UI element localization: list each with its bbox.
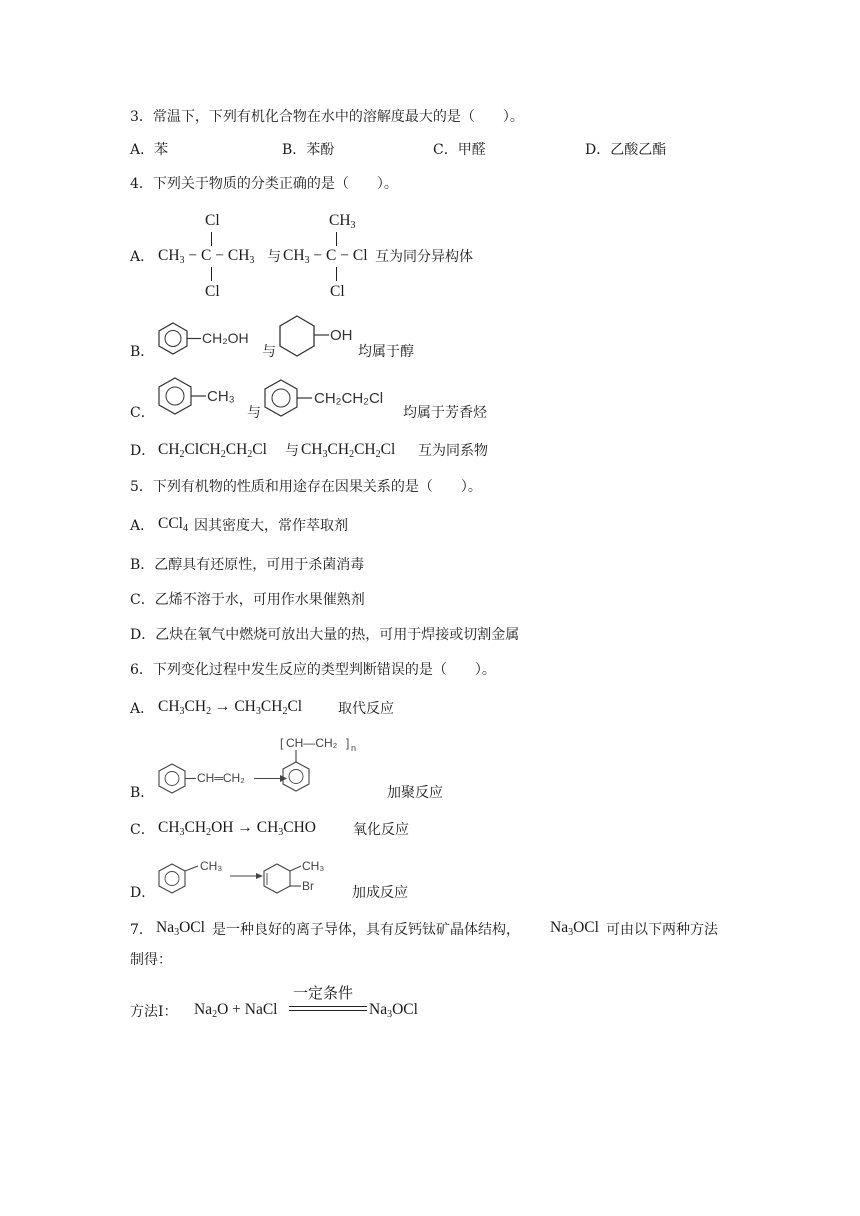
- q7-number: 7．: [130, 922, 153, 938]
- q7-method-label: 方法Ⅰ：: [130, 1004, 178, 1020]
- product-methyl-label: CH₃: [302, 859, 325, 873]
- q6-option-d-label: D．: [130, 885, 156, 901]
- q4-option-a-mid: 与: [267, 249, 281, 265]
- q7-stem-part2: 可由以下两种方法: [606, 922, 718, 938]
- q7-equation-bar-bottom: [289, 1010, 367, 1011]
- q5-option-b: B．乙醇具有还原性，可用于杀菌消毒: [130, 557, 365, 573]
- svg-text:n: n: [351, 743, 357, 753]
- cyclohexanol-substituent-label: OH: [330, 327, 353, 344]
- q6-option-a-tail: 取代反应: [338, 701, 394, 717]
- svg-text:[: [: [280, 736, 284, 750]
- cyclohexanol-structure: [277, 313, 362, 359]
- q4-option-b-tail: 均属于醇: [358, 344, 414, 360]
- benzyl-substituent-label: CH₂OH: [202, 330, 249, 346]
- q6-option-b-tail: 加聚反应: [387, 785, 443, 801]
- q4-option-a-label: A．: [130, 249, 155, 265]
- toluene-methyl-label: CH₃: [200, 859, 223, 873]
- q4-option-d-tail: 互为同系物: [418, 443, 488, 459]
- chloroethyl-substituent-label: CH₂CH₂Cl: [314, 390, 384, 407]
- q4-d-formula-1: $CH_2ClCH_2CH_2Cl$: [158, 441, 267, 460]
- q5-option-a-label: A．: [130, 518, 155, 534]
- q6-stem: 6．下列变化过程中发生反应的类型判断错误的是（ ）。: [130, 662, 496, 678]
- q7-reactants: $Na_2O$ + NaCl: [194, 1001, 278, 1020]
- toluene-bromination-structure: [156, 854, 346, 900]
- q3-option-c: C．甲醛: [433, 142, 486, 158]
- q6-option-a-label: A．: [130, 701, 155, 717]
- q4-option-c-label: C．: [130, 405, 155, 421]
- q4-option-c-tail: 均属于芳香烃: [403, 405, 487, 421]
- q5-option-c: C．乙烯不溶于水，可用作水果催熟剂: [130, 592, 365, 608]
- q7-product: $Na_3OCl$: [369, 1001, 418, 1020]
- q4-option-c-mid: 与: [247, 405, 261, 421]
- styrene-polymerization-structure: [156, 732, 371, 802]
- q5-a-formula: CCl$_4$: [158, 515, 188, 534]
- styrene-vinyl-label: CH═CH₂: [197, 771, 245, 785]
- q5-option-a-tail: 因其密度大，常作萃取剂: [194, 518, 348, 534]
- q4-stem: 4．下列关于物质的分类正确的是（ ）。: [130, 176, 398, 192]
- polystyrene-chain-label: CH—CH₂: [286, 736, 338, 750]
- q7-formula-1: $Na_3OCl$: [156, 919, 205, 938]
- benzyl-alcohol-structure: [156, 318, 266, 358]
- q4-option-b-mid: 与: [262, 344, 276, 360]
- q5-option-d: D．乙炔在氧气中燃烧可放出大量的热，可用于焊接或切割金属: [130, 627, 520, 643]
- q4-option-d-label: D．: [130, 443, 156, 459]
- q4-option-b-label: B．: [130, 344, 155, 360]
- q7-stem-part1: 是一种良好的离子导体，具有反钙钛矿晶体结构，: [212, 922, 520, 938]
- q6-a-equation: $CH_3CH_2 \to CH_3CH_2Cl$: [158, 698, 303, 717]
- q3-option-a: A．苯: [130, 142, 169, 158]
- product-bromo-label: Br: [302, 879, 314, 893]
- q6-option-b-label: B．: [130, 785, 155, 801]
- q7-condition: 一定条件: [293, 984, 354, 1002]
- q3-option-d: D．乙酸乙酯: [585, 142, 667, 158]
- q6-c-equation: $CH_3CH_2OH \to CH_3CHO$: [158, 819, 316, 838]
- q4-option-a-tail: 互为同分异构体: [375, 249, 473, 265]
- q7-stem-line2: 制得：: [130, 952, 172, 968]
- q5-stem: 5．下列有机物的性质和用途存在因果关系的是（ ）。: [130, 479, 482, 495]
- q6-option-c-tail: 氧化反应: [353, 822, 409, 838]
- q3-option-b: B．苯酚: [282, 142, 335, 158]
- toluene-structure: [156, 374, 251, 418]
- q7-equation-bar-top: [289, 1006, 367, 1007]
- q3-stem: 3．常温下，下列有机化合物在水中的溶解度最大的是（ ）。: [130, 109, 524, 125]
- q7-formula-2: $Na_3OCl$: [550, 919, 599, 938]
- toluene-substituent-label: CH₃: [207, 388, 235, 405]
- chloroethylbenzene-structure: [262, 376, 412, 420]
- q6-option-d-tail: 加成反应: [352, 885, 408, 901]
- q4-d-formula-2: $CH_3CH_2CH_2Cl$: [301, 441, 396, 460]
- q4-option-d-mid: 与: [285, 443, 299, 459]
- q6-option-c-label: C．: [130, 822, 155, 838]
- svg-text:]: ]: [346, 736, 350, 750]
